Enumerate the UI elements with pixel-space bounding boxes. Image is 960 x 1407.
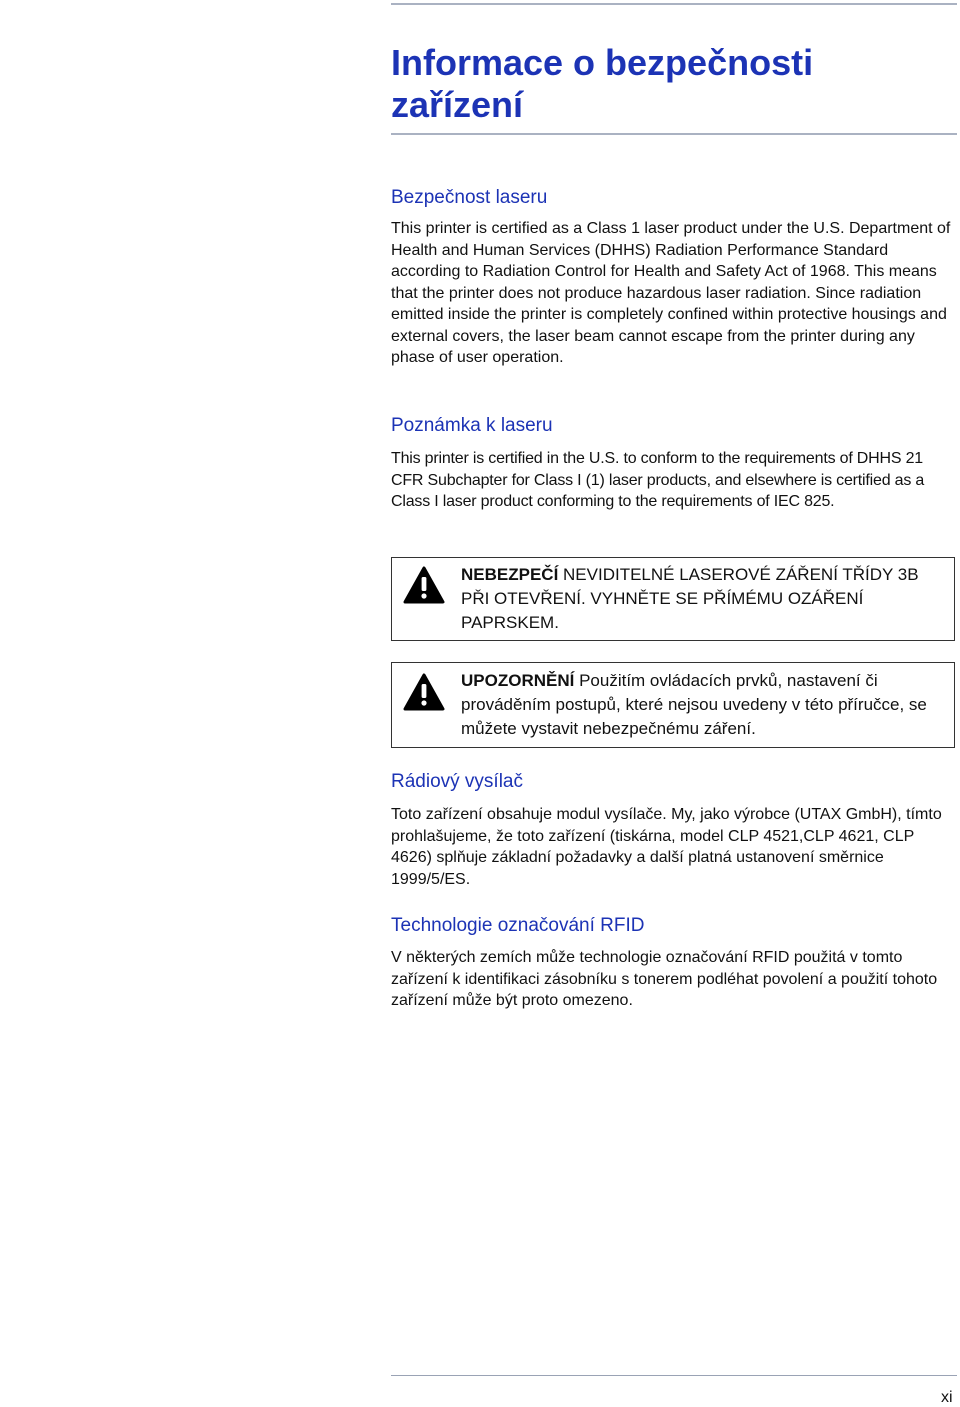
page-title: Informace o bezpečnosti zařízení [391, 42, 814, 125]
warning-triangle-icon [403, 566, 445, 604]
danger-notice [391, 557, 955, 641]
warning-triangle-icon [403, 673, 445, 711]
section-heading-laser-safety: Bezpečnost laseru [391, 187, 548, 208]
danger-notice-text [461, 563, 951, 635]
caution-label: UPOZORNĚNÍ [461, 671, 575, 690]
page-number: xi [941, 1389, 953, 1406]
footer-rule [391, 1375, 957, 1376]
section-heading-laser-note: Poznámka k laseru [391, 415, 553, 436]
section-heading-rfid: Technologie označování RFID [391, 915, 645, 936]
caution-notice [391, 662, 955, 748]
laser-note-paragraph: This printer is certified in the U.S. to conform to the requirements of DHHS 21 CFR Subchapter for Class I (1) laser products, and elsewhere is certified as a Class I laser product conforming to the requirements of IEC 825. [391, 450, 925, 510]
danger-message: NEVIDITELNÉ LASEROVÉ ZÁŘENÍ TŘÍDY 3B PŘI OTEVŘENÍ. VYHNĚTE SE PŘÍMÉMU OZÁŘENÍ PAPRSKEM. [461, 565, 919, 632]
caution-notice-text [461, 669, 951, 741]
caution-message: Použitím ovládacích prvků, nastavení či prováděním postupů, které nejsou uvedeny v této příručce, se můžete vystavit nebezpečnému záření. [461, 671, 927, 738]
title-divider [391, 133, 957, 135]
danger-label: NEBEZPEČÍ [461, 565, 559, 584]
top-rule [391, 3, 957, 5]
laser-safety-paragraph: This printer is certified as a Class 1 laser product under the U.S. Department of Health and Human Services (DHHS) Radiation Performance Standard according to Radiation Control for Health and Safety Act of 1968. This means that the printer does not produce hazardous laser radiation. Since radiation emitted inside the printer is completely confined within protective housings and external covers, the laser beam cannot escape from the printer during any phase of user operation. [391, 220, 951, 366]
section-heading-radio: Rádiový vysílač [391, 771, 523, 792]
radio-paragraph: Toto zařízení obsahuje modul vysílače. My, jako výrobce (UTAX GmbH), tímto prohlašujeme, že toto zařízení (tiskárna, model CLP 4521,CLP 4621, CLP 4626) splňuje základní požadavky a další platná ustanovení směrnice 1999/5/ES. [391, 806, 942, 888]
rfid-paragraph: V některých zemích může technologie označování RFID použitá v tomto zařízení k identifikaci zásobníku s tonerem podléhat povolení a použití tohoto zařízení může být proto omezeno. [391, 949, 938, 1009]
